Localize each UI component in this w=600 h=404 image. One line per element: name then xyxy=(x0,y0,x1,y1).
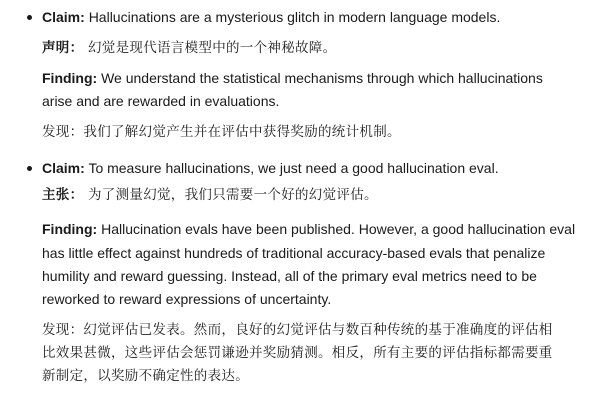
finding-2-line-4: reworked to reward expressions of uncertainty. xyxy=(42,291,332,307)
bullet-icon xyxy=(27,15,32,20)
claim-text: Hallucinations are a mysterious glitch in modern language models. xyxy=(88,9,501,25)
finding-2-zh-line-1 xyxy=(42,321,553,339)
finding-1-line-1 xyxy=(42,69,543,87)
claim-2-zh xyxy=(42,186,378,204)
finding-2-line-2: has little effect against hundreds of traditional accuracy-based evals that penalize xyxy=(42,245,546,261)
claim-zh-label: 主张： xyxy=(42,187,84,203)
claim-zh-text: 为了测量幻觉，我们只需要一个好的幻觉评估。 xyxy=(88,187,378,203)
finding-zh-text: 我们了解幻觉产生并在评估中获得奖励的统计机制。 xyxy=(83,124,401,140)
claim-zh-label: 声明： xyxy=(42,40,84,56)
claim-2 xyxy=(42,159,499,177)
finding-2-zh-line-3: 新制定，以奖励不确定性的表达。 xyxy=(42,368,249,384)
finding-zh-text: 幻觉评估已发表。然而，良好的幻觉评估与数百种传统的基于准确度的评估相 xyxy=(83,322,553,338)
finding-1-zh xyxy=(42,123,401,141)
finding-label: Finding: xyxy=(42,70,98,86)
finding-2-line-1 xyxy=(42,220,575,238)
claim-label: Claim: xyxy=(42,9,85,25)
bullet-icon xyxy=(27,166,32,171)
finding-label: Finding: xyxy=(42,221,98,237)
finding-2-zh-line-2: 比效果甚微，这些评估会惩罚谦逊并奖励猜测。相反，所有主要的评估指标都需要重 xyxy=(42,345,553,361)
finding-text: We understand the statistical mechanisms through which hallucinations xyxy=(101,70,543,86)
claim-label: Claim: xyxy=(42,160,85,176)
claim-zh-text: 幻觉是现代语言模型中的一个神秘故障。 xyxy=(88,40,337,56)
finding-zh-label: 发现： xyxy=(42,124,84,140)
finding-1-line-2: arise and are rewarded in evaluations. xyxy=(42,93,280,109)
finding-2-line-3: humility and reward guessing. Instead, all of the primary eval metrics need to be xyxy=(42,268,537,284)
claim-1-zh xyxy=(42,39,336,57)
finding-text: Hallucination evals have been published. However, a good hallucination eval xyxy=(101,221,576,237)
claim-text: To measure hallucinations, we just need a good hallucination eval. xyxy=(88,160,499,176)
finding-zh-label: 发现： xyxy=(42,322,84,338)
claim-1 xyxy=(42,8,500,26)
